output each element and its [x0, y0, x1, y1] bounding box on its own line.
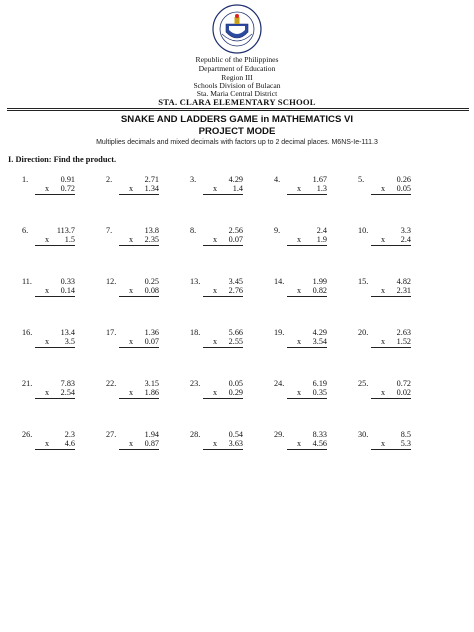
multiplier-row: [287, 235, 327, 246]
multiplier: 1.3: [316, 184, 327, 193]
multiplier: 3.63: [228, 439, 243, 448]
multiplier-row: [203, 439, 243, 450]
problem-item: [190, 327, 274, 378]
header-region: Region III: [221, 73, 253, 82]
multiplicand: 4.29: [312, 328, 327, 337]
problem-item: [22, 174, 106, 225]
multiplicand: 13.8: [144, 226, 159, 235]
times-symbol: x: [213, 184, 218, 193]
multiplicand: 2.4: [316, 226, 327, 235]
problem-item: [22, 327, 106, 378]
multiplier-row: [203, 337, 243, 348]
multiplicand: 4.82: [396, 277, 411, 286]
multiplicand: 0.72: [396, 379, 411, 388]
multiplier-row: [287, 439, 327, 450]
multiplicand: 3.3: [400, 226, 411, 235]
multiplier-row: [371, 337, 411, 348]
multiplier-row: [35, 388, 75, 399]
multiplicand: 0.33: [60, 277, 75, 286]
multiplier: 1.4: [232, 184, 243, 193]
multiplier: 2.76: [228, 286, 243, 295]
multiplier-row: [371, 388, 411, 399]
problem-item: [358, 174, 442, 225]
problem-number: 11.: [22, 277, 32, 286]
multiplier: 1.34: [144, 184, 159, 193]
multiplier: 2.4: [400, 235, 411, 244]
multiplier: 0.29: [228, 388, 243, 397]
problem-item: [190, 429, 274, 480]
problem-item: [274, 225, 358, 276]
times-symbol: x: [213, 388, 218, 397]
times-symbol: x: [213, 235, 218, 244]
times-symbol: x: [45, 388, 50, 397]
worksheet-title: SNAKE AND LADDERS GAME in MATHEMATICS VI: [120, 114, 354, 125]
multiplier-row: [119, 388, 159, 399]
times-symbol: x: [45, 184, 50, 193]
multiplicand: 8.33: [312, 430, 327, 439]
problem-number: 2.: [106, 175, 113, 184]
problem-item: [22, 276, 106, 327]
times-symbol: x: [129, 439, 134, 448]
problem-number: 20.: [358, 328, 369, 337]
times-symbol: x: [213, 439, 218, 448]
header-republic: Republic of the Philippines: [195, 55, 279, 64]
multiplier: 0.14: [60, 286, 75, 295]
problem-item: [106, 225, 190, 276]
problem-item: [358, 429, 442, 480]
times-symbol: x: [129, 388, 134, 397]
multiplicand: 0.54: [228, 430, 243, 439]
multiplier-row: [119, 337, 159, 348]
problem-item: [358, 225, 442, 276]
multiplier-row: [287, 388, 327, 399]
times-symbol: x: [297, 388, 302, 397]
school-name: STA. CLARA ELEMENTARY SCHOOL: [158, 97, 316, 107]
multiplicand: 113.7: [56, 226, 75, 235]
multiplier: 0.05: [396, 184, 411, 193]
problem-item: [106, 378, 190, 429]
problem-item: [22, 378, 106, 429]
times-symbol: x: [381, 388, 386, 397]
multiplier-row: [203, 184, 243, 195]
multiplier: 1.86: [144, 388, 159, 397]
deped-seal-logo: [212, 4, 262, 54]
header-divider-top: [7, 108, 469, 109]
problem-item: [190, 378, 274, 429]
multiplier: 0.35: [312, 388, 327, 397]
times-symbol: x: [45, 337, 50, 346]
problem-item: [106, 276, 190, 327]
times-symbol: x: [45, 439, 50, 448]
multiplicand: 7.83: [60, 379, 75, 388]
problem-number: 7.: [106, 226, 113, 235]
direction-text: I. Direction: Find the product.: [8, 155, 117, 164]
times-symbol: x: [129, 337, 134, 346]
multiplier-row: [371, 235, 411, 246]
multiplicand: 2.63: [396, 328, 411, 337]
times-symbol: x: [297, 439, 302, 448]
times-symbol: x: [297, 286, 302, 295]
times-symbol: x: [297, 184, 302, 193]
multiplier-row: [119, 235, 159, 246]
multiplier-row: [287, 286, 327, 297]
multiplier: 2.54: [60, 388, 75, 397]
multiplier: 1.9: [316, 235, 327, 244]
problem-number: 6.: [22, 226, 29, 235]
worksheet-competency: Multiplies decimals and mixed decimals with factors up to 2 decimal places. M6NS-Ie-111.3: [96, 139, 378, 146]
times-symbol: x: [129, 286, 134, 295]
times-symbol: x: [381, 337, 386, 346]
problem-number: 27.: [106, 430, 117, 439]
multiplier: 4.6: [64, 439, 75, 448]
problem-item: [190, 225, 274, 276]
multiplier: 4.56: [312, 439, 327, 448]
problem-number: 22.: [106, 379, 117, 388]
multiplicand: 5.66: [228, 328, 243, 337]
multiplier: 5.3: [400, 439, 411, 448]
times-symbol: x: [381, 439, 386, 448]
times-symbol: x: [381, 235, 386, 244]
problem-number: 17.: [106, 328, 117, 337]
problem-item: [358, 327, 442, 378]
multiplier: 2.31: [396, 286, 411, 295]
multiplier: 3.54: [312, 337, 327, 346]
problem-item: [22, 225, 106, 276]
problem-item: [106, 429, 190, 480]
header-district: Sta. Maria Central District: [196, 89, 278, 98]
multiplier: 1.52: [396, 337, 411, 346]
problem-number: 12.: [106, 277, 117, 286]
problem-number: 3.: [190, 175, 197, 184]
multiplicand: 6.19: [312, 379, 327, 388]
problem-number: 14.: [274, 277, 285, 286]
problem-number: 21.: [22, 379, 33, 388]
multiplier-row: [203, 235, 243, 246]
multiplicand: 2.56: [228, 226, 243, 235]
multiplier: 0.08: [144, 286, 159, 295]
problem-item: [274, 429, 358, 480]
multiplier-row: [287, 337, 327, 348]
problem-number: 30.: [358, 430, 369, 439]
multiplicand: 2.71: [144, 175, 159, 184]
problem-number: 9.: [274, 226, 281, 235]
times-symbol: x: [381, 286, 386, 295]
times-symbol: x: [129, 184, 134, 193]
multiplier: 1.5: [64, 235, 75, 244]
multiplier-row: [371, 286, 411, 297]
problem-item: [190, 276, 274, 327]
times-symbol: x: [297, 337, 302, 346]
problem-number: 8.: [190, 226, 197, 235]
multiplicand: 0.91: [60, 175, 75, 184]
multiplicand: 4.29: [228, 175, 243, 184]
multiplier: 0.72: [60, 184, 75, 193]
multiplicand: 3.15: [144, 379, 159, 388]
problem-number: 1.: [22, 175, 29, 184]
problem-grid: [22, 174, 442, 448]
multiplicand: 0.05: [228, 379, 243, 388]
problem-item: [358, 276, 442, 327]
multiplier-row: [371, 184, 411, 195]
multiplier-row: [35, 184, 75, 195]
problem-number: 23.: [190, 379, 201, 388]
multiplicand: 1.99: [312, 277, 327, 286]
multiplier-row: [35, 235, 75, 246]
problem-item: [274, 174, 358, 225]
multiplier: 0.07: [144, 337, 159, 346]
multiplier-row: [35, 439, 75, 450]
multiplier: 0.87: [144, 439, 159, 448]
multiplicand: 3.45: [228, 277, 243, 286]
multiplicand: 1.67: [312, 175, 327, 184]
times-symbol: x: [213, 286, 218, 295]
multiplicand: 2.3: [64, 430, 75, 439]
multiplicand: 1.94: [144, 430, 159, 439]
worksheet-mode: PROJECT MODE: [198, 126, 276, 137]
multiplier-row: [203, 388, 243, 399]
header-department: Department of Education: [198, 64, 276, 73]
problem-number: 16.: [22, 328, 33, 337]
multiplicand: 0.26: [396, 175, 411, 184]
header-divider-bottom: [7, 110, 469, 111]
header-division: Schools Division of Bulacan: [193, 81, 281, 90]
multiplicand: 0.25: [144, 277, 159, 286]
problem-number: 26.: [22, 430, 33, 439]
problem-item: [190, 174, 274, 225]
times-symbol: x: [297, 235, 302, 244]
times-symbol: x: [213, 337, 218, 346]
problem-item: [106, 174, 190, 225]
multiplier: 0.82: [312, 286, 327, 295]
problem-item: [358, 378, 442, 429]
problem-number: 13.: [190, 277, 201, 286]
problem-item: [274, 327, 358, 378]
multiplier-row: [119, 184, 159, 195]
multiplier: 3.5: [64, 337, 75, 346]
times-symbol: x: [381, 184, 386, 193]
multiplier-row: [35, 337, 75, 348]
multiplier: 0.02: [396, 388, 411, 397]
multiplier-row: [287, 184, 327, 195]
problem-number: 10.: [358, 226, 369, 235]
problem-number: 29.: [274, 430, 285, 439]
multiplier: 2.35: [144, 235, 159, 244]
multiplicand: 8.5: [400, 430, 411, 439]
multiplier-row: [119, 286, 159, 297]
problem-number: 4.: [274, 175, 281, 184]
times-symbol: x: [45, 286, 50, 295]
multiplicand: 1.36: [144, 328, 159, 337]
problem-number: 18.: [190, 328, 201, 337]
problem-number: 25.: [358, 379, 369, 388]
times-symbol: x: [45, 235, 50, 244]
problem-item: [274, 276, 358, 327]
problem-number: 5.: [358, 175, 365, 184]
problem-number: 28.: [190, 430, 201, 439]
problem-number: 24.: [274, 379, 285, 388]
multiplier: 2.55: [228, 337, 243, 346]
multiplier-row: [371, 439, 411, 450]
problem-item: [22, 429, 106, 480]
multiplier-row: [203, 286, 243, 297]
multiplier-row: [119, 439, 159, 450]
problem-item: [106, 327, 190, 378]
multiplier-row: [35, 286, 75, 297]
problem-item: [274, 378, 358, 429]
problem-number: 15.: [358, 277, 369, 286]
times-symbol: x: [129, 235, 134, 244]
multiplier: 0.07: [228, 235, 243, 244]
multiplicand: 13.4: [60, 328, 75, 337]
problem-number: 19.: [274, 328, 285, 337]
